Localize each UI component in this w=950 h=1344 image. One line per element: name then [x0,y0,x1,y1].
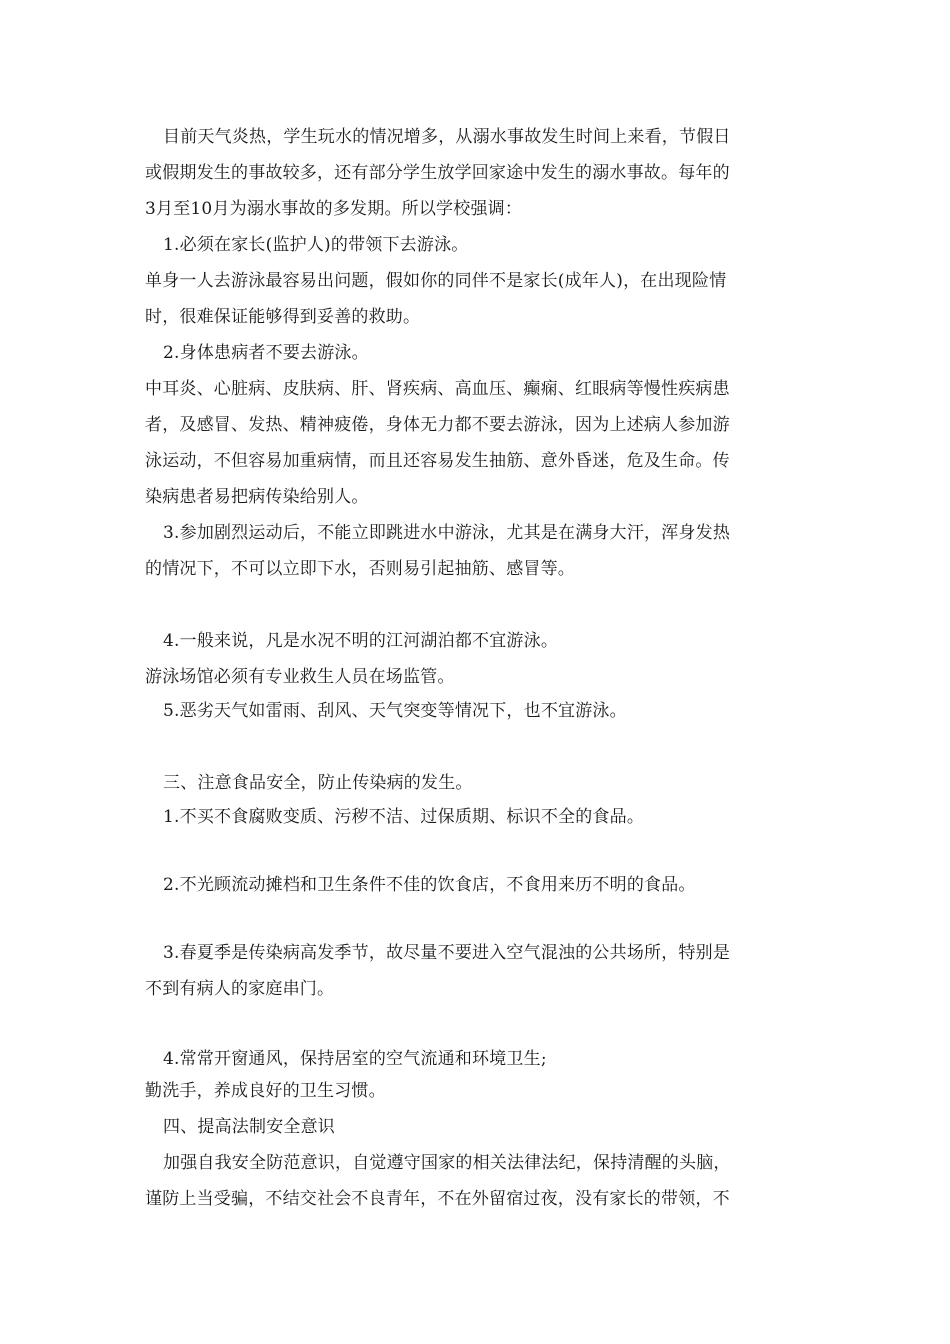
list-item: 1.不买不食腐败变质、污秽不洁、过保质期、标识不全的食品。 [163,807,645,827]
paragraph-line: 不到有病人的家庭串门。 [145,979,335,999]
paragraph-line: 时，很难保证能够得到妥善的救助。 [145,307,421,327]
list-item: 3.春夏季是传染病高发季节，故尽量不要进入空气混浊的公共场所，特别是 [163,943,731,963]
paragraph-line: 游泳场馆必须有专业救生人员在场监管。 [145,667,455,687]
paragraph-line: 中耳炎、心脏病、皮肤病、肝、肾疾病、高血压、癫痫、红眼病等慢性疾病患 [145,379,730,399]
paragraph-line: 勤洗手，养成良好的卫生习惯。 [145,1081,386,1101]
list-item: 4.常常开窗通风，保持居室的空气流通和环境卫生; [163,1049,547,1069]
section-heading: 三、注意食品安全，防止传染病的发生。 [163,773,473,793]
list-item: 2.身体患病者不要去游泳。 [163,343,369,363]
list-item: 3.参加剧烈运动后，不能立即跳进水中游泳，尤其是在满身大汗，浑身发热 [163,523,731,543]
paragraph-line: 或假期发生的事故较多，还有部分学生放学回家途中发生的溺水事故。每年的 [145,163,730,183]
paragraph-line: 谨防上当受骗，不结交社会不良青年，不在外留宿过夜，没有家长的带领，不 [145,1189,730,1209]
list-item: 4.一般来说，凡是水况不明的江河湖泊都不宜游泳。 [163,631,559,651]
paragraph-line: 的情况下，不可以立即下水，否则易引起抽筋、感冒等。 [145,559,575,579]
list-item: 2.不光顾流动摊档和卫生条件不佳的饮食店，不食用来历不明的食品。 [163,875,696,895]
paragraph-line: 单身一人去游泳最容易出问题，假如你的同伴不是家长(成年人)，在出现险情 [145,271,727,291]
paragraph-line: 染病患者易把病传染给别人。 [145,487,369,507]
list-item: 1.必须在家长(监护人)的带领下去游泳。 [163,235,469,255]
section-heading: 四、提高法制安全意识 [163,1117,335,1137]
list-item: 5.恶劣天气如雷雨、刮风、天气突变等情况下，也不宜游泳。 [163,701,627,721]
paragraph-line: 泳运动，不但容易加重病情，而且还容易发生抽筋、意外昏迷，危及生命。传 [145,451,730,471]
paragraph-line: 3月至10月为溺水事故的多发期。所以学校强调： [145,199,523,219]
paragraph-line: 者，及感冒、发热、精神疲倦，身体无力都不要去游泳，因为上述病人参加游 [145,415,730,435]
paragraph-line: 加强自我安全防范意识，自觉遵守国家的相关法律法纪，保持清醒的头脑， [163,1153,731,1173]
paragraph-line: 目前天气炎热，学生玩水的情况增多，从溺水事故发生时间上来看，节假日 [163,127,731,147]
